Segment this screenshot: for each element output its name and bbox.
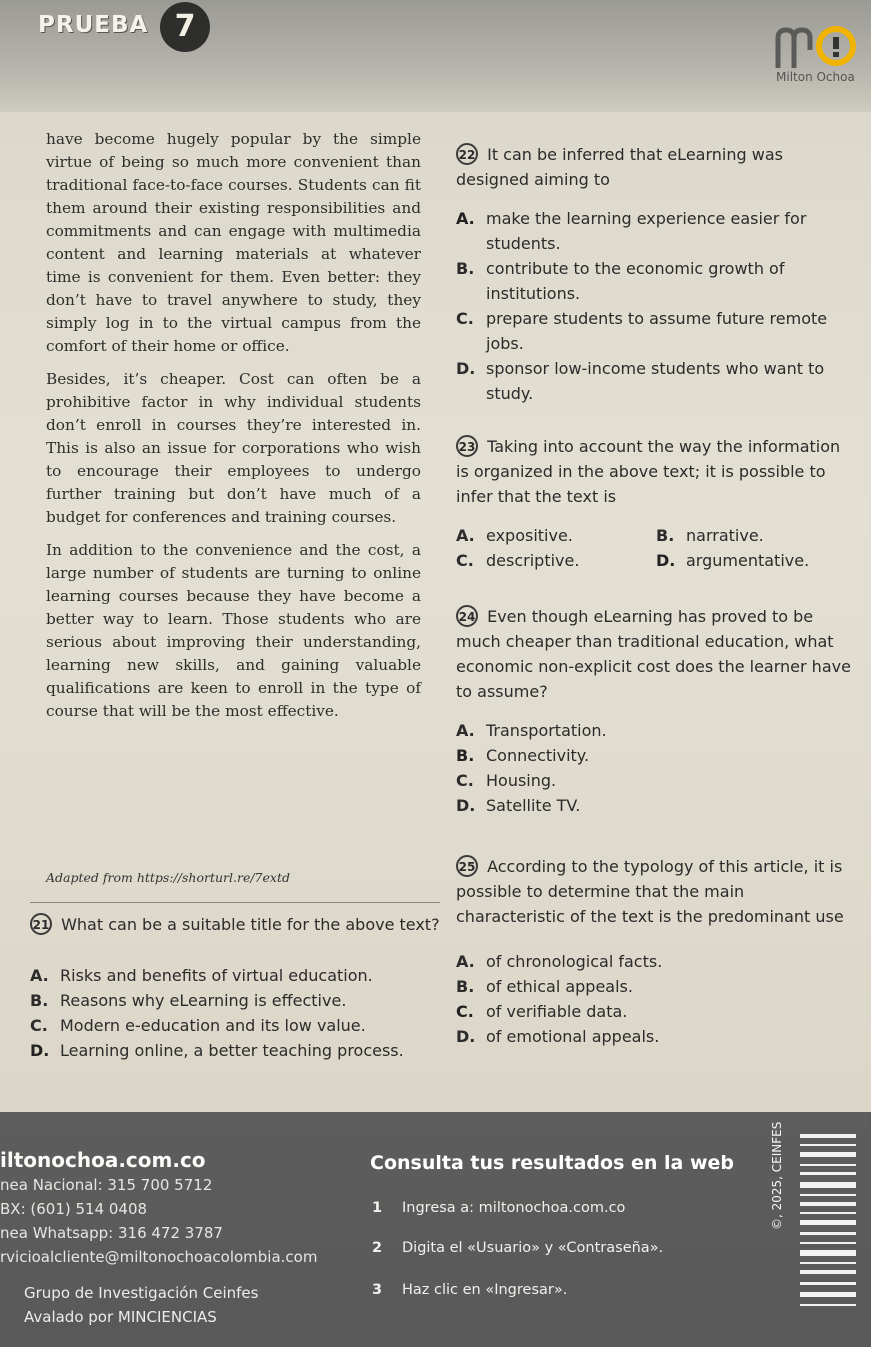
option-d[interactable] — [456, 793, 851, 818]
option-text: contribute to the economic growth of institutions. — [486, 259, 785, 303]
passage-paragraph: have become hugely popular by the simple virtue of being so much more convenient than traditional face-to-face courses. Students can fit them around their existing responsibilities and commitments and can engage with multimedia content and learning materials at whatever time is convenient for them. Even better: they don’t have to travel anywhere to study, they simply log in to the virtual campus from the comfort of their home or office. — [46, 130, 421, 355]
question-24 — [456, 604, 851, 818]
results-heading: Consulta tus resultados en la web — [370, 1152, 735, 1174]
option-a[interactable] — [456, 718, 851, 743]
option-text: narrative. — [686, 526, 764, 545]
option-letter: D. — [456, 359, 476, 378]
question-stem: It can be inferred that eLearning was designed aiming to — [456, 145, 783, 189]
step-text: Haz clic en «Ingresar». — [402, 1282, 568, 1298]
option-text: Connectivity. — [486, 746, 590, 765]
option-letter: A. — [456, 721, 475, 740]
option-d[interactable] — [456, 356, 851, 406]
option-a[interactable] — [30, 963, 445, 988]
step-number: 3 — [372, 1282, 383, 1298]
option-letter-marked: D. — [30, 1041, 50, 1060]
passage-paragraph: Besides, it’s cheaper. Cost can often be a prohibitive factor in why individual students don’t enroll in courses they’re interested in. This is also an issue for corporations who wish to encourage their employees to undergo further training but don’t have much of a budget for conferences and training courses. — [46, 370, 421, 526]
option-text: descriptive. — [486, 551, 580, 570]
option-letter-marked: A. — [456, 209, 475, 228]
option-d[interactable] — [30, 1038, 445, 1063]
option-letter: D. — [456, 796, 476, 815]
option-letter: C. — [456, 771, 474, 790]
option-text: Transportation. — [486, 721, 607, 740]
option-text: of emotional appeals. — [486, 1027, 660, 1046]
question-number: 23 — [456, 435, 478, 457]
contact-line: nea Nacional: 315 700 5712 — [0, 1176, 213, 1194]
option-letter: A. — [456, 526, 475, 545]
contact-email[interactable]: rvicioalcliente@miltonochoacolombia.com — [0, 1248, 318, 1266]
passage-paragraph: In addition to the convenience and the cost, a large number of students are turning to online learning courses because they have become a better way to learn. Those students who are serious about improving their understanding, learning new skills, and gaining valuable qualifications are keen to enroll in the type of course that will be the most effective. — [46, 541, 421, 720]
test-number-badge: 7 — [160, 2, 210, 52]
contact-line: nea Whatsapp: 316 472 3787 — [0, 1224, 223, 1242]
option-letter-marked: B. — [456, 746, 475, 765]
option-text: Reasons why eLearning is effective. — [60, 991, 347, 1010]
test-label: PRUEBA — [38, 12, 149, 38]
page-header — [0, 0, 871, 118]
option-text: make the learning experience easier for students. — [486, 209, 807, 253]
exam-page — [0, 112, 871, 1112]
option-text: Risks and benefits of virtual education. — [60, 966, 373, 985]
option-c[interactable] — [456, 548, 656, 573]
option-a[interactable] — [456, 206, 851, 256]
question-stem: Even though eLearning has proved to be much cheaper than traditional education, what economic non-explicit cost does the learner have to assume? — [456, 607, 851, 701]
question-stem: According to the typology of this article, it is possible to determine that the main characteristic of the text is the predominant use — [456, 857, 844, 926]
option-c[interactable] — [30, 1013, 445, 1038]
option-text: Satellite TV. — [486, 796, 581, 815]
option-c[interactable] — [456, 999, 851, 1024]
option-text: of ethical appeals. — [486, 977, 633, 996]
barcode-icon — [796, 1132, 860, 1312]
step-number: 1 — [372, 1200, 383, 1216]
option-letter: B. — [456, 977, 475, 996]
option-letter: A. — [456, 952, 475, 971]
step-2 — [372, 1240, 663, 1256]
option-text: Housing. — [486, 771, 557, 790]
option-d[interactable] — [656, 548, 809, 573]
brand-name: Milton Ochoa — [776, 70, 855, 84]
question-number: 22 — [456, 143, 478, 165]
option-letter: C. — [30, 1016, 48, 1035]
option-b[interactable] — [456, 256, 851, 306]
option-text: of verifiable data. — [486, 1002, 628, 1021]
section-divider — [30, 902, 440, 903]
option-text: of chronological facts. — [486, 952, 663, 971]
step-1 — [372, 1200, 625, 1216]
source-note: Adapted from https://shorturl.re/7extd — [46, 870, 290, 885]
copyright: ©, 2025, CEINFES — [770, 1121, 784, 1230]
option-b[interactable] — [456, 974, 851, 999]
option-b[interactable] — [30, 988, 445, 1013]
question-number: 25 — [456, 855, 478, 877]
option-letter: B. — [456, 259, 475, 278]
option-letter: C. — [456, 309, 474, 328]
option-letter: A. — [30, 966, 49, 985]
option-text: Learning online, a better teaching process. — [60, 1041, 404, 1060]
step-number: 2 — [372, 1240, 383, 1256]
option-c[interactable] — [456, 768, 851, 793]
question-number: 21 — [30, 913, 52, 935]
reading-passage — [46, 128, 421, 733]
option-text: Modern e-education and its low value. — [60, 1016, 366, 1035]
question-stem: What can be a suitable title for the above text? — [61, 915, 440, 934]
option-letter-marked: D. — [656, 551, 676, 570]
option-letter-marked: C. — [456, 1002, 474, 1021]
question-stem: Taking into account the way the information is organized in the above text; it is possible to infer that the text is — [456, 437, 841, 506]
option-c[interactable] — [456, 306, 851, 356]
option-text: sponsor low-income students who want to study. — [486, 359, 825, 403]
page-footer — [0, 1112, 871, 1347]
question-21 — [30, 912, 445, 1063]
option-d[interactable] — [456, 1024, 851, 1049]
website-url[interactable]: iltonochoa.com.co — [0, 1148, 206, 1172]
option-text: argumentative. — [686, 551, 810, 570]
option-a[interactable] — [456, 523, 656, 548]
option-text: expositive. — [486, 526, 573, 545]
option-b[interactable] — [656, 523, 764, 548]
question-number: 24 — [456, 605, 478, 627]
option-letter: B. — [30, 991, 49, 1010]
endorsement: Avalado por MINCIENCIAS — [24, 1308, 217, 1326]
brand-logo-icon — [770, 24, 860, 74]
option-letter: D. — [456, 1027, 476, 1046]
option-a[interactable] — [456, 949, 851, 974]
question-23 — [456, 434, 851, 573]
step-text: Ingresa a: miltonochoa.com.co — [402, 1200, 626, 1216]
option-b[interactable] — [456, 743, 851, 768]
contact-line: BX: (601) 514 0408 — [0, 1200, 148, 1218]
option-text: prepare students to assume future remote jobs. — [486, 309, 828, 353]
option-letter: C. — [456, 551, 474, 570]
step-3 — [372, 1282, 567, 1298]
research-group: Grupo de Investigación Ceinfes — [24, 1284, 259, 1302]
question-22 — [456, 142, 851, 406]
option-letter: B. — [656, 526, 675, 545]
question-25 — [456, 854, 851, 1049]
step-text: Digita el «Usuario» y «Contraseña». — [402, 1240, 664, 1256]
